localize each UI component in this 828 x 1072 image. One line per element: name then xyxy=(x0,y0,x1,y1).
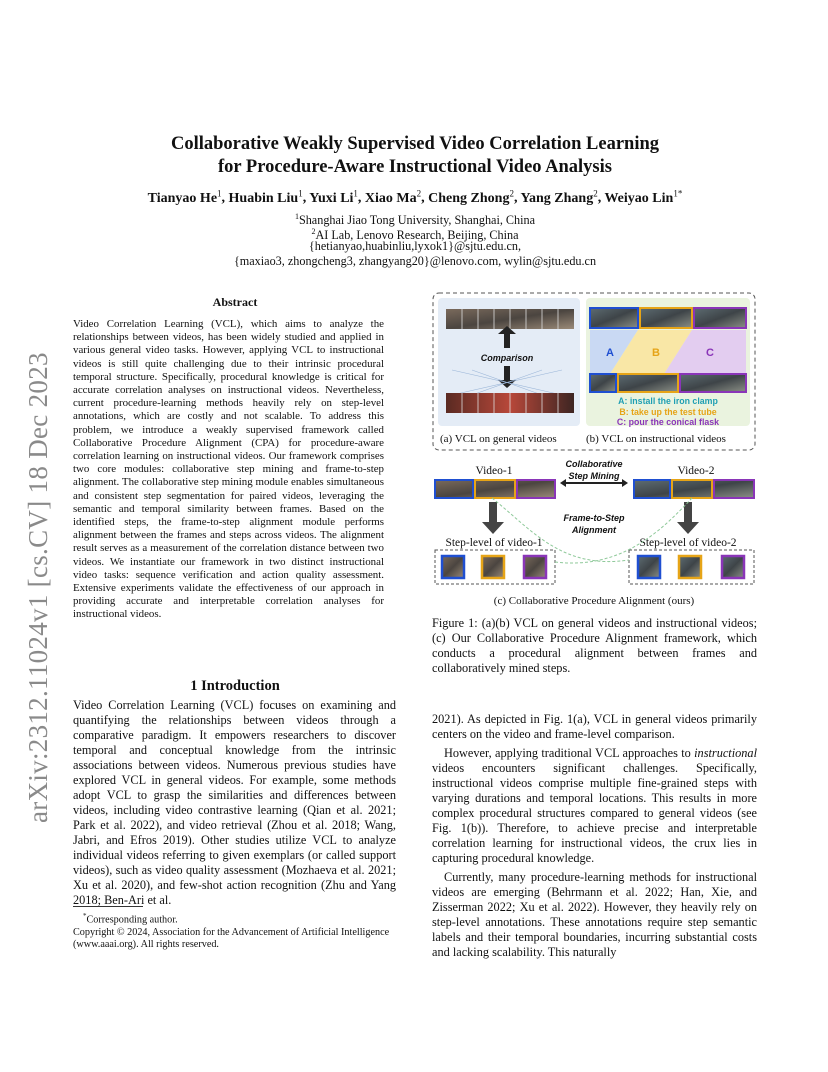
segment-a-label: A xyxy=(606,347,614,359)
arrow-down-icon xyxy=(482,502,504,534)
segment-c-label: C xyxy=(706,347,714,359)
caption-b: (b) VCL on instructional videos xyxy=(586,433,726,445)
figure-caption: Figure 1: (a)(b) VCL on general videos and instructional videos; (c) Our Collaborative Procedure Alignment framework, which conducts a procedural alignment between frames and collaboratively mined steps. xyxy=(432,616,757,675)
general-video-strip-top xyxy=(446,309,574,329)
video-1-strip xyxy=(435,480,555,498)
abstract-heading: Abstract xyxy=(212,295,258,309)
footnote: *Corresponding author. Copyright © 2024, Association for the Advancement of Artificial Intelligence (www.aaai.org). All rights reserved. xyxy=(73,910,398,952)
collab-label-1: Collaborative xyxy=(565,459,623,469)
emails-line-1: {hetianyao,huabinliu,lyxok1}@sjtu.edu.cn, xyxy=(308,239,522,253)
video-2-label: Video-2 xyxy=(677,465,715,477)
author: Xiao Ma$^2$ xyxy=(364,188,422,206)
affiliation-1: $^1$Shanghai Jiao Tong University, Shanghai, China xyxy=(294,212,536,228)
collab-label-2: Step Mining xyxy=(568,471,620,481)
f2s-label-2: Alignment xyxy=(572,525,616,535)
paragraph: 2021). As depicted in Fig. 1(a), VCL in general videos primarily centers on the video and frame-level comparison. xyxy=(432,712,757,741)
paragraph: However, applying traditional VCL approaches to instructional videos encounters significant challenges. Specifically, instructional videos comprise multiple fine-grained steps with varying durations and temporal locations. This results in more complex procedural structures compared to general videos (see Fig. 1(b)). Therefore, to achieve precise and interpretable correlation learning for instructional videos, the crux lies in capturing procedural knowledge. xyxy=(432,746,757,865)
figure-1 xyxy=(432,290,757,610)
step-c-text: C: pour the conical flask xyxy=(616,417,720,427)
footnote-divider xyxy=(73,906,143,907)
general-video-strip-bottom xyxy=(446,393,574,413)
author: Huabin Liu$^1$ xyxy=(228,188,303,206)
author: Tianyao He$^1$ xyxy=(147,188,222,206)
paragraph: Currently, many procedure-learning methods for instructional videos are emerging (Behrmann et al. 2022; Han, Xie, and Zisserman 2022; Xu et al. 2022). However, they heavily rely on step-level annotations. These annotations require step semantic labels and their temporal boundaries, incurring substantial costs and lacking scalability. This naturally xyxy=(432,870,757,959)
author: Weiyao Lin$^{1*}$ xyxy=(604,188,683,206)
video-1-step-thumbnails xyxy=(442,556,546,578)
author: Cheng Zhong$^2$ xyxy=(428,188,514,206)
author: Yuxi Li$^1$ xyxy=(309,188,358,206)
video-2-strip xyxy=(634,480,754,498)
step-b-text: B: take up the test tube xyxy=(619,407,717,417)
emails-line-2: {maxiao3, zhongcheng3, zhangyang20}@lenovo.com, wylin@sjtu.edu.cn xyxy=(233,254,597,268)
author: Yang Zhang$^2$ xyxy=(520,188,598,206)
introduction-text: Video Correlation Learning (VCL) focuses on examining and quantifying the relationships between videos through a comparative paradigm. It empowers researchers to discover temporal and conceptual knowledge from the intrinsic associations between videos. Numerous previous studies have explored VCL in general videos. For example, some methods adopt VCL to grasp the similarities and differences between videos, including video contrastive learning (Qian et al. 2021; Park et al. 2022), and video retrieval (Zhou et al. 2018; Wang, Jabri, and Efros 2019). Other studies utilize VCL to analyze individual videos referring to given exemplars (or called support videos), such as video quality assessment (Mozhaeva et al. 2021; Xu et al. 2020), and few-shot action recognition (Zhu and Yang 2018; Ben-Ari et al. xyxy=(73,698,396,907)
affiliation-2: $^2$AI Lab, Lenovo Research, Beijing, China xyxy=(311,227,519,243)
video-1-label: Video-1 xyxy=(475,465,513,477)
step-level-video-2-label: Step-level of video-2 xyxy=(639,537,737,549)
caption-a: (a) VCL on general videos xyxy=(440,433,557,445)
copyright-notice: Copyright © 2024, Association for the Advancement of Artificial Intelligence (www.aaai.org). All rights reserved. xyxy=(73,926,390,951)
instructional-video-strip-bottom xyxy=(590,374,746,392)
comparison-label: Comparison xyxy=(480,353,534,363)
abstract-text: Video Correlation Learning (VCL), which aims to analyze the relationships between videos, has been widely studied and applied in various general video tasks. However, applying VCL to instructional videos is still quite challenging due to their intrinsic procedural temporal structure. Specifically, procedural knowledge is critical for accurate correlation analyses on instructional videos. Nevertheless, current procedure-learning methods heavily rely on step-level annotations, which are costly and not scalable. To address this problem, we introduce a weakly supervised framework called Collaborative Procedure Alignment (CPA) for procedure-aware correlation learning on instructional videos. Our framework comprises two core modules: collaborative step mining and frame-to-step alignment. The collaborative step mining module enables simultaneous and consistent step segmentation for paired videos, leveraging the semantic and temporal similarity between frames. Based on the identified steps, the frame-to-step alignment module performs alignment between the frames and steps across videos. The alignment result serves as a measurement of the correlation distance between two videos. We instantiate our framework in two distinct instructional video tasks: sequence verification and action quality assessment. Extensive experiments validate the effectiveness of our approach in providing accurate and interpretable correlation analyses for instructional videos. xyxy=(73,318,384,621)
section-heading-introduction: 1 Introduction xyxy=(190,678,280,694)
arxiv-stamp: arXiv:2312.11024v1 [cs.CV] 18 Dec 2023 xyxy=(23,352,53,823)
arrow-down-icon xyxy=(677,502,699,534)
segment-b-label: B xyxy=(652,347,660,359)
f2s-label-1: Frame-to-Step xyxy=(563,513,625,523)
step-a-text: A: install the iron clamp xyxy=(618,396,718,406)
author-list: Tianyao He$^1$, Huabin Liu$^1$, Yuxi Li$^1$, Xiao Ma$^2$, Cheng Zhong$^2$, Yang Zhang$^2$, Weiyao Lin$^{1*}$ xyxy=(147,188,683,206)
caption-c: (c) Collaborative Procedure Alignment (ours) xyxy=(493,595,695,607)
title-line-1: Collaborative Weakly Supervised Video Correlation Learning xyxy=(170,134,660,154)
instructional-video-strip-top xyxy=(590,308,746,328)
step-level-video-1-label: Step-level of video-1 xyxy=(445,537,543,549)
right-column-text xyxy=(432,712,757,964)
video-2-step-thumbnails xyxy=(638,556,744,578)
title-line-2: for Procedure-Aware Instructional Video Analysis xyxy=(218,157,612,177)
paper-title xyxy=(60,133,770,179)
